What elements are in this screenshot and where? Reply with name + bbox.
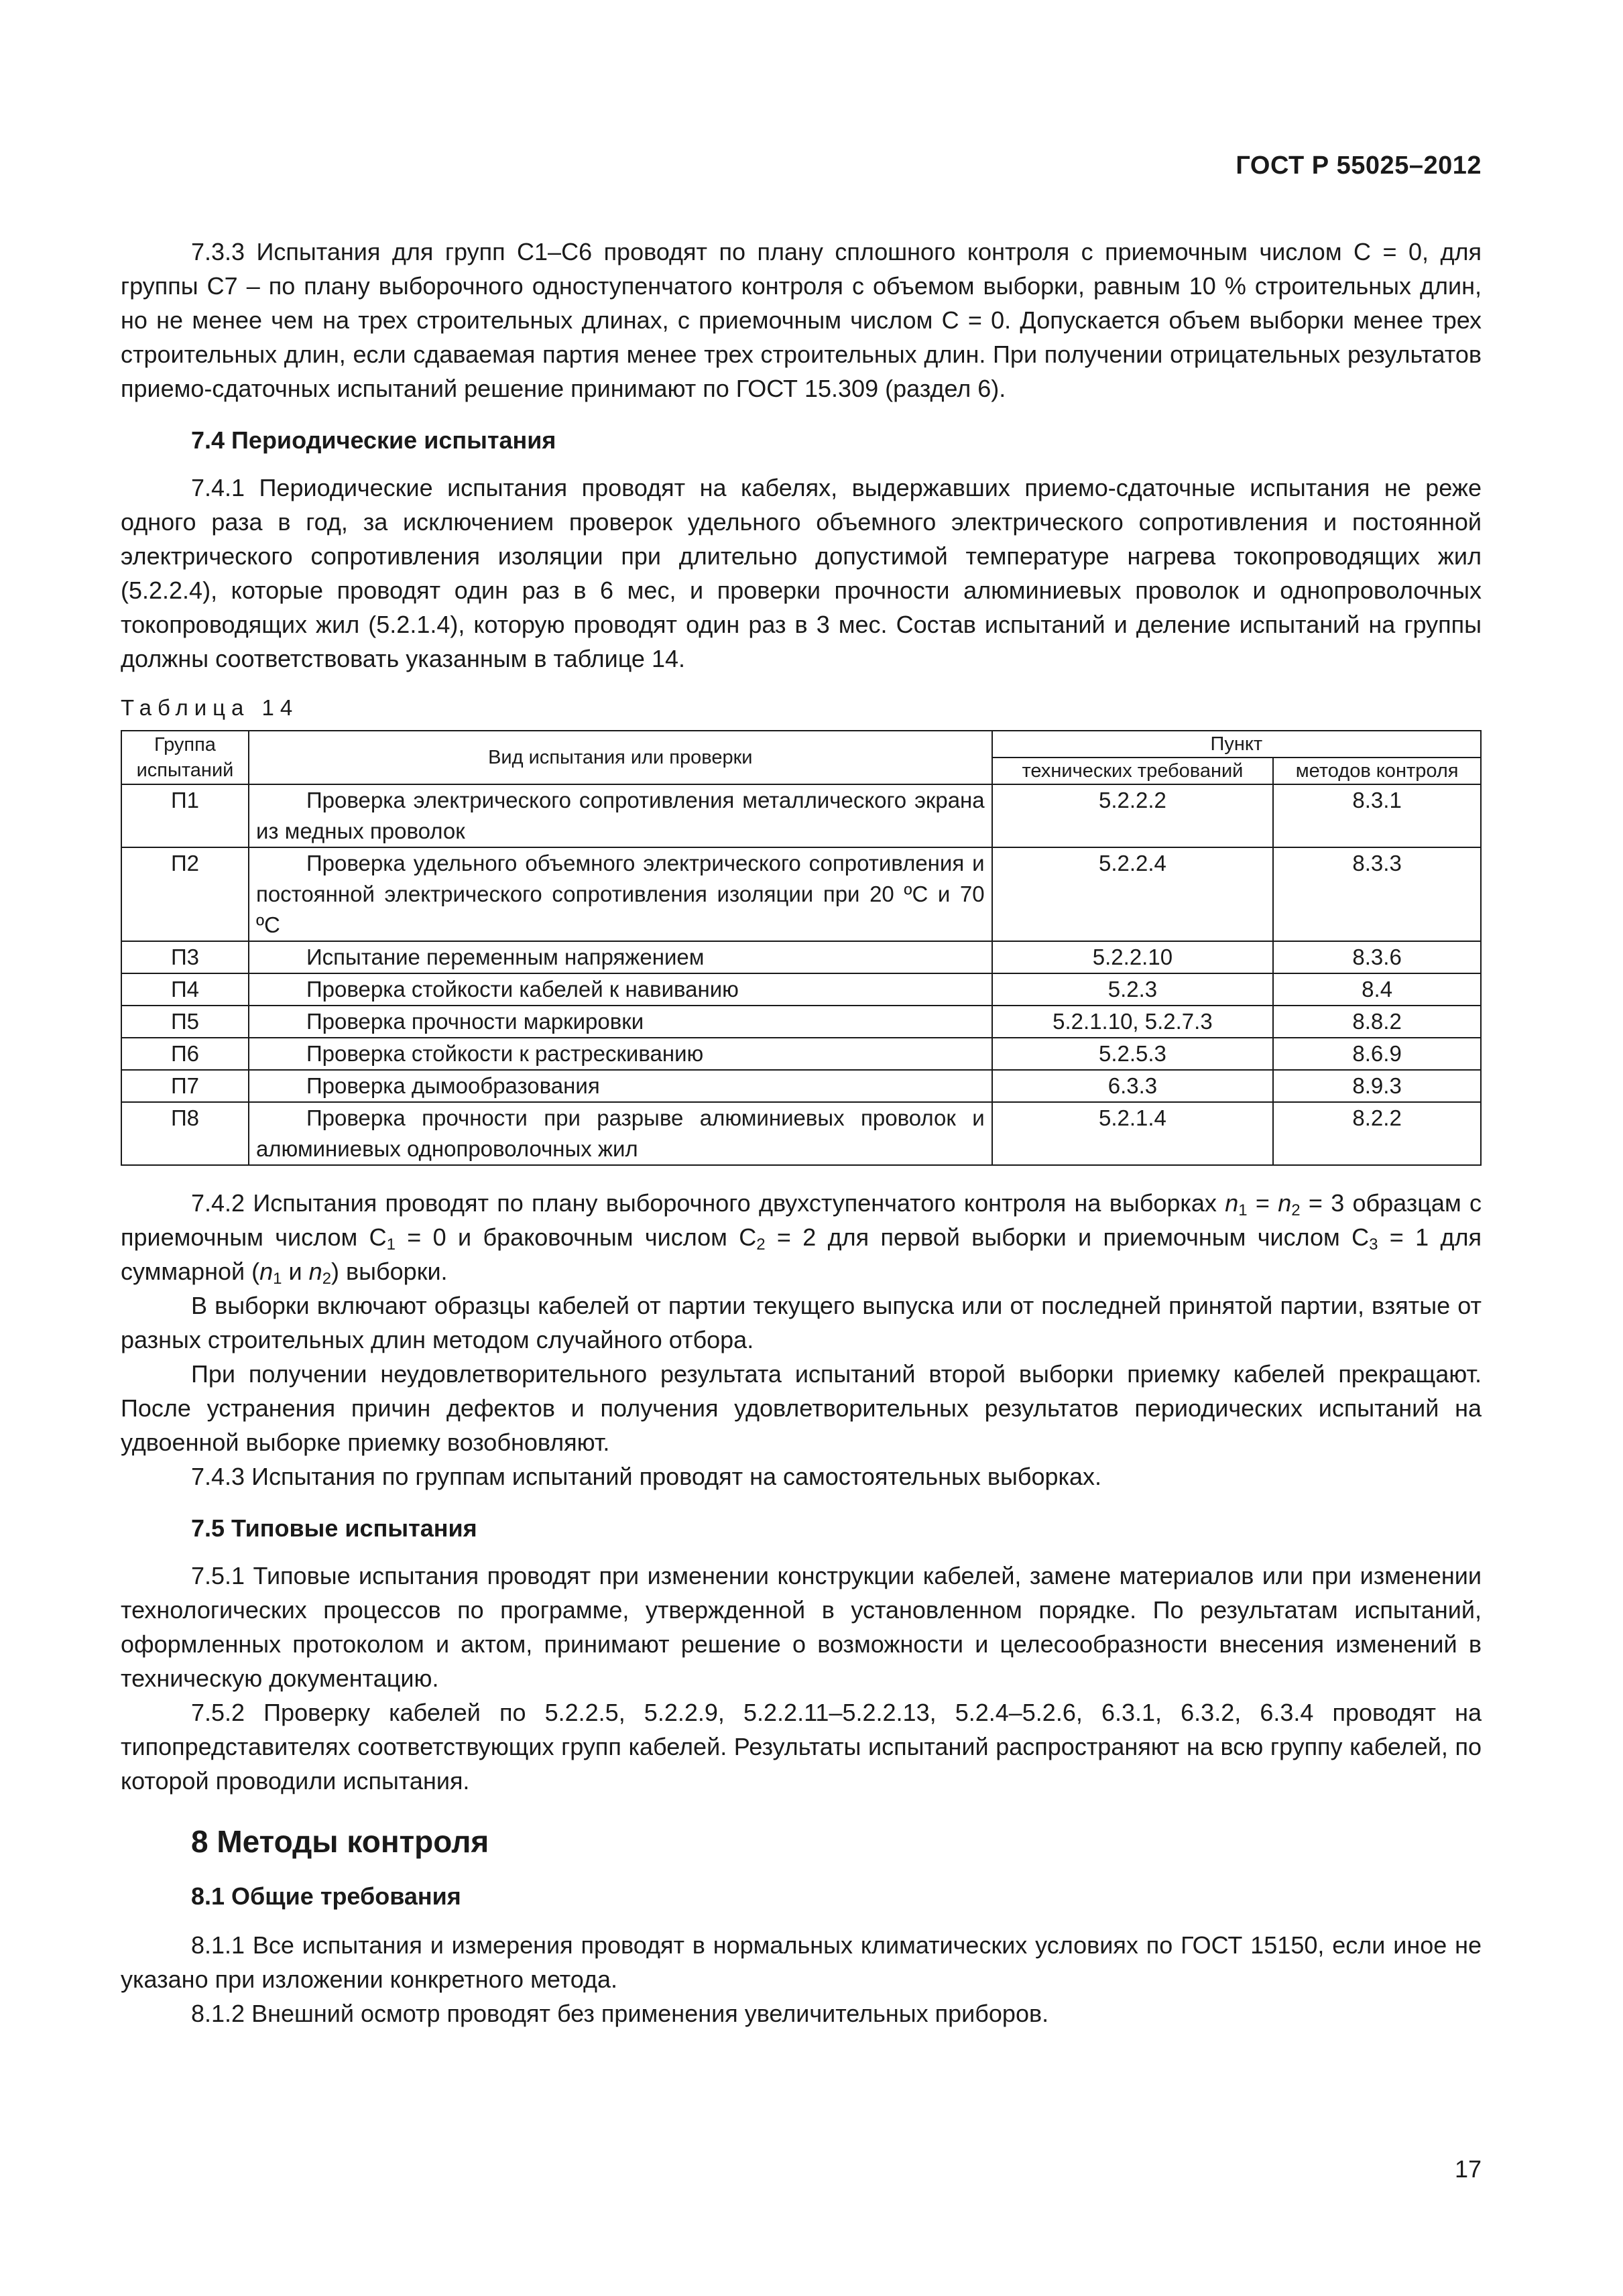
cell-kind: Испытание переменным напряжением [249, 941, 992, 973]
cell-methods: 8.2.2 [1273, 1102, 1481, 1165]
cell-tech: 5.2.1.10, 5.2.7.3 [992, 1006, 1274, 1038]
heading-8-1: 8.1 Общие требования [191, 1882, 461, 1910]
table-caption: Таблица 14 [121, 695, 299, 720]
table-row [121, 1006, 1481, 1038]
table-row [121, 941, 1481, 973]
page-content [121, 235, 1482, 2031]
cell-tech: 6.3.3 [992, 1070, 1274, 1102]
cell-kind: Проверка удельного объемного электрического сопротивления и постоянной электрического сопротивления изоляции при 20 ºС и 70 ºС [249, 847, 992, 941]
cell-methods: 8.3.6 [1273, 941, 1481, 973]
heading-7-4: 7.4 Периодические испытания [191, 426, 556, 454]
cell-tech: 5.2.3 [992, 973, 1274, 1006]
tests-table [121, 730, 1482, 1166]
cell-methods: 8.6.9 [1273, 1038, 1481, 1070]
para-7-4-2: 7.4.2 Испытания проводят по плану выборочного двухступенчатого контроля на выборках $n_1 = n_2 = 3$ образцам с приемочным числом $С_1 = 0$ и браковочным числом $С_2 = 2$ для первой выборки и приемочным числом $С_3 = 1$ для суммарной ($n_1$ и $n_2$) выборки. [121, 1189, 1482, 1288]
cell-methods: 8.3.1 [1273, 784, 1481, 847]
cell-methods: 8.9.3 [1273, 1070, 1481, 1102]
table-row [121, 1038, 1481, 1070]
cell-kind: Проверка дымообразования [249, 1070, 992, 1102]
header-methods: методов контроля [1273, 758, 1481, 784]
cell-tech: 5.2.1.4 [992, 1102, 1274, 1165]
table-row [121, 1070, 1481, 1102]
para-7-3-3: 7.3.3 Испытания для групп С1–С6 проводят по плану сплошного контроля с приемочным числом С = 0, для группы С7 – по плану выборочного одноступенчатого контроля с объемом выборки, равным 10 % строительных длин, но не менее чем на трех строительных длинах, с приемочным числом С = 0. Допускается объем выборки менее трех строительных длин, если сдаваемая партия менее трех строительных длин. При получении отрицательных результатов приемо-сдаточных испытаний решение принимают по ГОСТ 15.309 (раздел 6). [121, 238, 1482, 402]
cell-tech: 5.2.5.3 [992, 1038, 1274, 1070]
para-7-5-1: 7.5.1 Типовые испытания проводят при изменении конструкции кабелей, замене материалов или при изменении технологических процессов по программе, утвержденной в установленном порядке. По результатам испытаний, оформленных протоколом и актом, принимают решение о возможности и целесообразности внесения изменений в техническую документацию. [121, 1562, 1482, 1692]
table-row [121, 784, 1481, 847]
cell-kind: Проверка стойкости к растрескиванию [249, 1038, 992, 1070]
document-id: ГОСТ Р 55025–2012 [1236, 152, 1482, 180]
cell-group: П1 [121, 784, 249, 847]
para-8-1-1: 8.1.1 Все испытания и измерения проводят в нормальных климатических условиях по ГОСТ 15150, если иное не указано при изложении конкретного метода. [121, 1931, 1482, 1993]
cell-group: П6 [121, 1038, 249, 1070]
para-8-1-2: 8.1.2 Внешний осмотр проводят без применения увеличительных приборов. [191, 2000, 1049, 2027]
cell-kind: Проверка стойкости кабелей к навиванию [249, 973, 992, 1006]
cell-kind: Проверка прочности при разрыве алюминиевых проволок и алюминиевых однопроволочных жил [249, 1102, 992, 1165]
header-tech: технических требований [992, 758, 1274, 784]
cell-group: П5 [121, 1006, 249, 1038]
para-7-5-2: 7.5.2 Проверку кабелей по 5.2.2.5, 5.2.2.9, 5.2.2.11–5.2.2.13, 5.2.4–5.2.6, 6.3.1, 6.3.2, 6.3.4 проводят на типопредставителях соответствующих групп кабелей. Результаты испытаний распространяют на всю группу кабелей, по которой проводили испытания. [121, 1699, 1482, 1795]
para-7-4-1: 7.4.1 Периодические испытания проводят на кабелях, выдержавших приемо-сдаточные испытания не реже одного раза в год, за исключением проверок удельного объемного электрического сопротивления и постоянной электрического сопротивления изоляции при длительно допустимой температуре нагрева токопроводящих жил (5.2.2.4), которые проводят один раз в 6 мес, и проверки прочности алюминиевых проволок и однопроволочных токопроводящих жил (5.2.1.4), которую проводят один раз в 3 мес. Состав испытаний и деление испытаний на группы должны соответствовать указанным в таблице 14. [121, 474, 1482, 672]
para-7-4-2-failure: При получении неудовлетворительного результата испытаний второй выборки приемку кабелей прекращают. После устранения причин дефектов и получения удовлетворительных результатов периодических испытаний на удвоенной выборке приемку возобновляют. [121, 1360, 1482, 1456]
para-7-4-2-sampling: В выборки включают образцы кабелей от партии текущего выпуска или от последней принятой партии, взятые от разных строительных длин методом случайного отбора. [121, 1292, 1482, 1353]
header-group: Группа испытаний [121, 731, 249, 784]
header-item: Пункт [992, 731, 1481, 758]
heading-8: 8 Методы контроля [191, 1824, 489, 1859]
cell-methods: 8.4 [1273, 973, 1481, 1006]
cell-group: П8 [121, 1102, 249, 1165]
cell-group: П2 [121, 847, 249, 941]
cell-group: П4 [121, 973, 249, 1006]
cell-tech: 5.2.2.2 [992, 784, 1274, 847]
cell-kind: Проверка электрического сопротивления металлического экрана из медных проволок [249, 784, 992, 847]
para-7-4-3: 7.4.3 Испытания по группам испытаний проводят на самостоятельных выборках. [191, 1463, 1102, 1490]
table-row [121, 847, 1481, 941]
cell-tech: 5.2.2.4 [992, 847, 1274, 941]
table-row [121, 1102, 1481, 1165]
cell-kind: Проверка прочности маркировки [249, 1006, 992, 1038]
cell-methods: 8.8.2 [1273, 1006, 1481, 1038]
cell-methods: 8.3.3 [1273, 847, 1481, 941]
cell-group: П3 [121, 941, 249, 973]
heading-7-5: 7.5 Типовые испытания [191, 1514, 477, 1542]
cell-group: П7 [121, 1070, 249, 1102]
header-kind: Вид испытания или проверки [249, 731, 992, 784]
page-number: 17 [1454, 2155, 1482, 2183]
table-row [121, 973, 1481, 1006]
cell-tech: 5.2.2.10 [992, 941, 1274, 973]
